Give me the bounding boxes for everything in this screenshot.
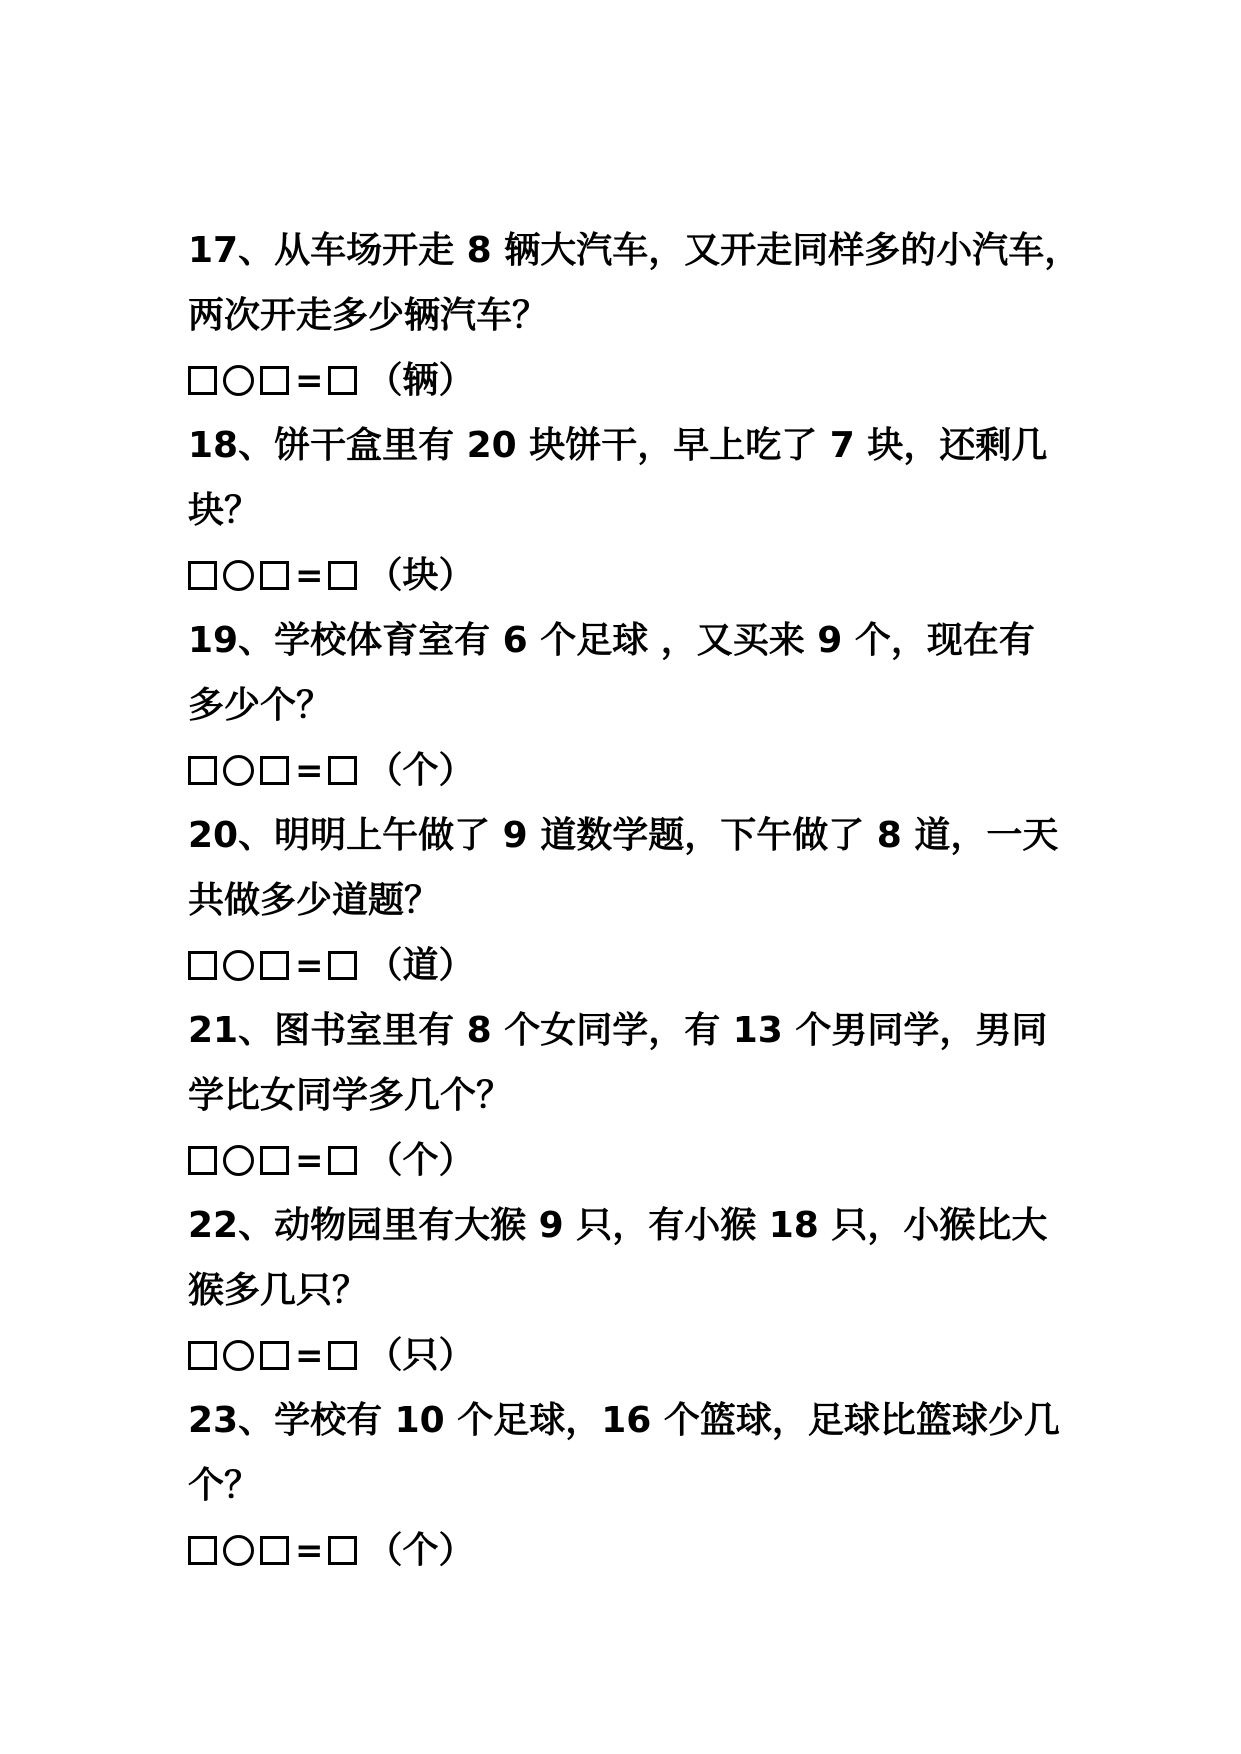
answer-box-result[interactable] (328, 756, 357, 785)
operator-circle[interactable] (223, 950, 254, 981)
operator-circle[interactable] (223, 1145, 254, 1176)
question-22 (188, 1193, 1058, 1388)
answer-template-17 (188, 348, 1058, 413)
question-19-line-1: 19、学校体育室有 6 个足球 ，又买来 9 个，现在有 (188, 620, 1035, 661)
question-21-line-2: 学比女同学多几个？ (188, 1075, 513, 1116)
answer-box-operand-2[interactable] (260, 1146, 289, 1175)
operator-circle[interactable] (223, 560, 254, 591)
answer-box-operand-2[interactable] (260, 951, 289, 980)
equals-sign: = (295, 945, 324, 986)
question-22-line-2: 猴多几只？ (188, 1270, 369, 1311)
question-21 (188, 998, 1058, 1193)
question-20-line-1: 20、明明上午做了 9 道数学题，下午做了 8 道，一天 (188, 815, 1059, 856)
answer-box-operand-1[interactable] (188, 1536, 217, 1565)
answer-unit: （个） (366, 750, 475, 791)
equals-sign: = (295, 555, 324, 596)
answer-box-operand-2[interactable] (260, 1536, 289, 1565)
answer-template-20 (188, 933, 1058, 998)
operator-circle[interactable] (223, 1340, 254, 1371)
question-20-line-2: 共做多少道题？ (188, 880, 441, 921)
operator-circle[interactable] (223, 1535, 254, 1566)
answer-unit: （辆） (366, 360, 475, 401)
question-23-line-1: 23、学校有 10 个足球，16 个篮球，足球比篮球少几 (188, 1400, 1060, 1441)
answer-box-operand-2[interactable] (260, 756, 289, 785)
answer-unit: （只） (366, 1335, 475, 1376)
question-20 (188, 803, 1058, 998)
answer-box-operand-2[interactable] (260, 1341, 289, 1370)
answer-box-result[interactable] (328, 1341, 357, 1370)
equals-sign: = (295, 750, 324, 791)
equals-sign: = (295, 1335, 324, 1376)
answer-box-operand-2[interactable] (260, 561, 289, 590)
question-19-line-2: 多少个？ (188, 685, 333, 726)
question-23-line-2: 个？ (188, 1465, 261, 1506)
question-22-line-1: 22、动物园里有大猴 9 只，有小猴 18 只，小猴比大 (188, 1205, 1048, 1246)
answer-box-result[interactable] (328, 1536, 357, 1565)
operator-circle[interactable] (223, 365, 254, 396)
question-18-line-1: 18、饼干盒里有 20 块饼干，早上吃了 7 块，还剩几 (188, 425, 1048, 466)
question-23 (188, 1388, 1058, 1583)
answer-box-operand-2[interactable] (260, 366, 289, 395)
answer-unit: （道） (366, 945, 475, 986)
answer-box-operand-1[interactable] (188, 1341, 217, 1370)
question-17-line-2: 两次开走多少辆汽车？ (188, 295, 549, 336)
equals-sign: = (295, 1140, 324, 1181)
answer-box-result[interactable] (328, 561, 357, 590)
equals-sign: = (295, 360, 324, 401)
question-list (188, 218, 1081, 1583)
answer-box-operand-1[interactable] (188, 366, 217, 395)
answer-template-21 (188, 1128, 1058, 1193)
answer-unit: （个） (366, 1140, 475, 1181)
answer-box-operand-1[interactable] (188, 756, 217, 785)
question-17-line-1: 17、从车场开走 8 辆大汽车，又开走同样多的小汽车， (188, 230, 1081, 271)
question-17 (188, 218, 1081, 413)
answer-box-operand-1[interactable] (188, 561, 217, 590)
question-18 (188, 413, 1058, 608)
question-19 (188, 608, 1058, 803)
answer-box-operand-1[interactable] (188, 951, 217, 980)
question-18-line-2: 块？ (188, 490, 261, 531)
answer-template-22 (188, 1323, 1058, 1388)
answer-unit: （块） (366, 555, 475, 596)
answer-template-18 (188, 543, 1058, 608)
operator-circle[interactable] (223, 755, 254, 786)
answer-template-23 (188, 1518, 1058, 1583)
answer-box-result[interactable] (328, 951, 357, 980)
answer-template-19 (188, 738, 1058, 803)
answer-box-result[interactable] (328, 1146, 357, 1175)
answer-box-result[interactable] (328, 366, 357, 395)
equals-sign: = (295, 1530, 324, 1571)
answer-box-operand-1[interactable] (188, 1146, 217, 1175)
answer-unit: （个） (366, 1530, 475, 1571)
question-21-line-1: 21、图书室里有 8 个女同学，有 13 个男同学，男同 (188, 1010, 1048, 1051)
